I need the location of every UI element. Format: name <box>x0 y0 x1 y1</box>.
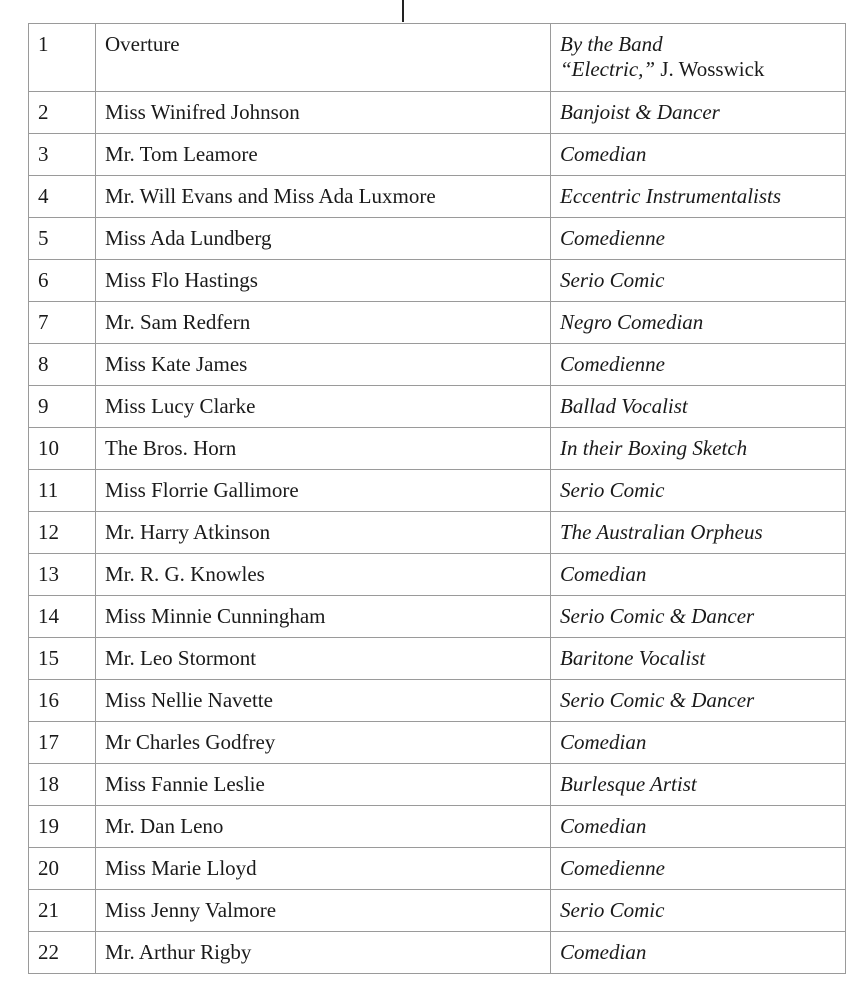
table-row <box>29 470 846 512</box>
item-description <box>551 24 846 92</box>
item-number: 1 <box>29 24 96 92</box>
table-row <box>29 218 846 260</box>
item-description: Serio Comic & Dancer <box>551 596 846 638</box>
item-description: Comedienne <box>551 848 846 890</box>
table-row <box>29 554 846 596</box>
item-number: 17 <box>29 722 96 764</box>
item-number: 5 <box>29 218 96 260</box>
item-description: Serio Comic & Dancer <box>551 680 846 722</box>
item-number: 12 <box>29 512 96 554</box>
table-row <box>29 848 846 890</box>
item-description: Serio Comic <box>551 470 846 512</box>
item-number: 8 <box>29 344 96 386</box>
item-description: Ballad Vocalist <box>551 386 846 428</box>
item-number: 20 <box>29 848 96 890</box>
item-number: 11 <box>29 470 96 512</box>
item-description: Serio Comic <box>551 890 846 932</box>
table-row <box>29 386 846 428</box>
item-name: Miss Kate James <box>96 344 551 386</box>
table-row <box>29 176 846 218</box>
table-row <box>29 764 846 806</box>
item-number: 10 <box>29 428 96 470</box>
item-description: Comedian <box>551 554 846 596</box>
item-description: Banjoist & Dancer <box>551 92 846 134</box>
item-name: Miss Jenny Valmore <box>96 890 551 932</box>
item-description: Eccentric Instrumentalists <box>551 176 846 218</box>
programme-body <box>29 24 846 974</box>
conductor-name: J. Wosswick <box>655 57 765 81</box>
item-name: Mr. Sam Redfern <box>96 302 551 344</box>
item-number: 6 <box>29 260 96 302</box>
item-name: Miss Lucy Clarke <box>96 386 551 428</box>
item-number: 21 <box>29 890 96 932</box>
item-name: Miss Florrie Gallimore <box>96 470 551 512</box>
item-description: In their Boxing Sketch <box>551 428 846 470</box>
item-name: Mr. R. G. Knowles <box>96 554 551 596</box>
item-number: 3 <box>29 134 96 176</box>
item-number: 7 <box>29 302 96 344</box>
item-description: The Australian Orpheus <box>551 512 846 554</box>
item-number: 16 <box>29 680 96 722</box>
item-description: Comedian <box>551 722 846 764</box>
item-description: Comedian <box>551 932 846 974</box>
table-row <box>29 512 846 554</box>
item-name: Miss Ada Lundberg <box>96 218 551 260</box>
item-name: Miss Nellie Navette <box>96 680 551 722</box>
table-row <box>29 302 846 344</box>
table-row <box>29 428 846 470</box>
item-number: 15 <box>29 638 96 680</box>
item-name: Mr. Harry Atkinson <box>96 512 551 554</box>
item-name: Mr. Will Evans and Miss Ada Luxmore <box>96 176 551 218</box>
item-description: Comedienne <box>551 218 846 260</box>
table-row <box>29 24 846 92</box>
item-name: Mr. Tom Leamore <box>96 134 551 176</box>
item-name: Miss Flo Hastings <box>96 260 551 302</box>
item-description: Comedian <box>551 134 846 176</box>
table-row <box>29 638 846 680</box>
item-name: The Bros. Horn <box>96 428 551 470</box>
item-name: Miss Marie Lloyd <box>96 848 551 890</box>
top-divider-mark <box>402 0 404 22</box>
table-row <box>29 890 846 932</box>
table-row <box>29 722 846 764</box>
overture-desc-line2 <box>560 57 836 82</box>
item-description: Burlesque Artist <box>551 764 846 806</box>
table-row <box>29 596 846 638</box>
item-name: Mr. Leo Stormont <box>96 638 551 680</box>
table-row <box>29 680 846 722</box>
item-number: 14 <box>29 596 96 638</box>
item-number: 18 <box>29 764 96 806</box>
programme-table <box>28 23 846 974</box>
table-row <box>29 92 846 134</box>
item-number: 19 <box>29 806 96 848</box>
table-row <box>29 260 846 302</box>
item-number: 13 <box>29 554 96 596</box>
item-name: Miss Fannie Leslie <box>96 764 551 806</box>
item-name: Miss Winifred Johnson <box>96 92 551 134</box>
item-name: Mr. Dan Leno <box>96 806 551 848</box>
item-name: Mr Charles Godfrey <box>96 722 551 764</box>
item-description: Serio Comic <box>551 260 846 302</box>
item-description: Comedian <box>551 806 846 848</box>
item-number: 22 <box>29 932 96 974</box>
table-row <box>29 134 846 176</box>
table-row <box>29 932 846 974</box>
item-number: 9 <box>29 386 96 428</box>
band-name: “Electric,” <box>560 57 656 81</box>
table-row <box>29 344 846 386</box>
item-name: Mr. Arthur Rigby <box>96 932 551 974</box>
overture-desc-line1: By the Band <box>560 32 663 56</box>
item-description: Baritone Vocalist <box>551 638 846 680</box>
item-number: 2 <box>29 92 96 134</box>
table-row <box>29 806 846 848</box>
item-description: Negro Comedian <box>551 302 846 344</box>
item-name: Overture <box>96 24 551 92</box>
item-name: Miss Minnie Cunningham <box>96 596 551 638</box>
item-number: 4 <box>29 176 96 218</box>
item-description: Comedienne <box>551 344 846 386</box>
